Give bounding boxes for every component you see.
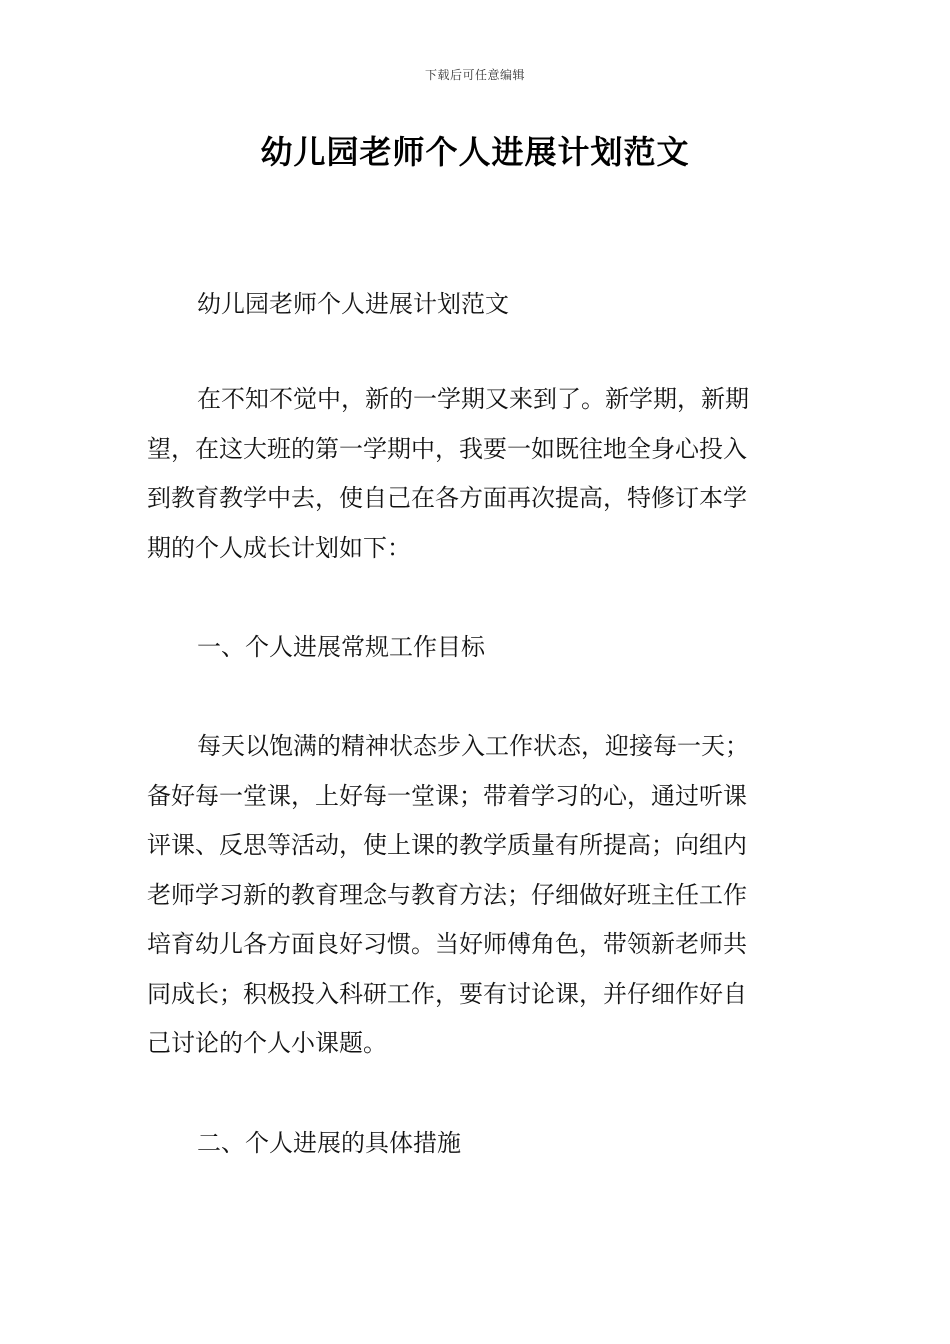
intro-line: 望，在这大班的第一学期中，我要一如既往地全身心投入: [147, 434, 747, 463]
intro-paragraph: [147, 375, 807, 573]
intro-line: 在不知不觉中，新的一学期又来到了。新学期，新期: [197, 385, 749, 413]
goals-line: 己讨论的个人小课题。: [147, 1029, 387, 1057]
goals-line: 评课、反思等活动，使上课的教学质量有所提高；向组内: [147, 831, 747, 859]
goals-line: 老师学习新的教育理念与教育方法；仔细做好班主任工作: [147, 880, 747, 909]
document-title: 幼儿园老师个人进展计划范文: [260, 133, 690, 171]
section-heading-goals: [147, 623, 807, 673]
goals-line: 备好每一堂课，上好每一堂课；带着学习的心，通过听课: [147, 781, 747, 810]
header-note: 下载后可任意编辑: [424, 68, 525, 82]
goals-line: 每天以饱满的精神状态步入工作状态，迎接每一天；: [197, 732, 749, 760]
goals-line: 同成长；积极投入科研工作，要有讨论课，并仔细作好自: [147, 979, 747, 1008]
subtitle-text: 幼儿园老师个人进展计划范文: [197, 290, 509, 318]
intro-line: 到教育教学中去，使自己在各方面再次提高，特修订本学: [147, 484, 747, 512]
document-subtitle: [147, 280, 807, 330]
section-heading-text: 二、个人进展的具体措施: [197, 1129, 461, 1157]
goals-line: 培育幼儿各方面良好习惯。当好师傅角色，带领新老师共: [147, 930, 747, 958]
section-heading-text: 一、个人进展常规工作目标: [197, 633, 485, 661]
goals-paragraph: [147, 722, 807, 1069]
section-heading-measures: [147, 1119, 807, 1169]
intro-line: 期的个人成长计划如下：: [147, 533, 411, 562]
